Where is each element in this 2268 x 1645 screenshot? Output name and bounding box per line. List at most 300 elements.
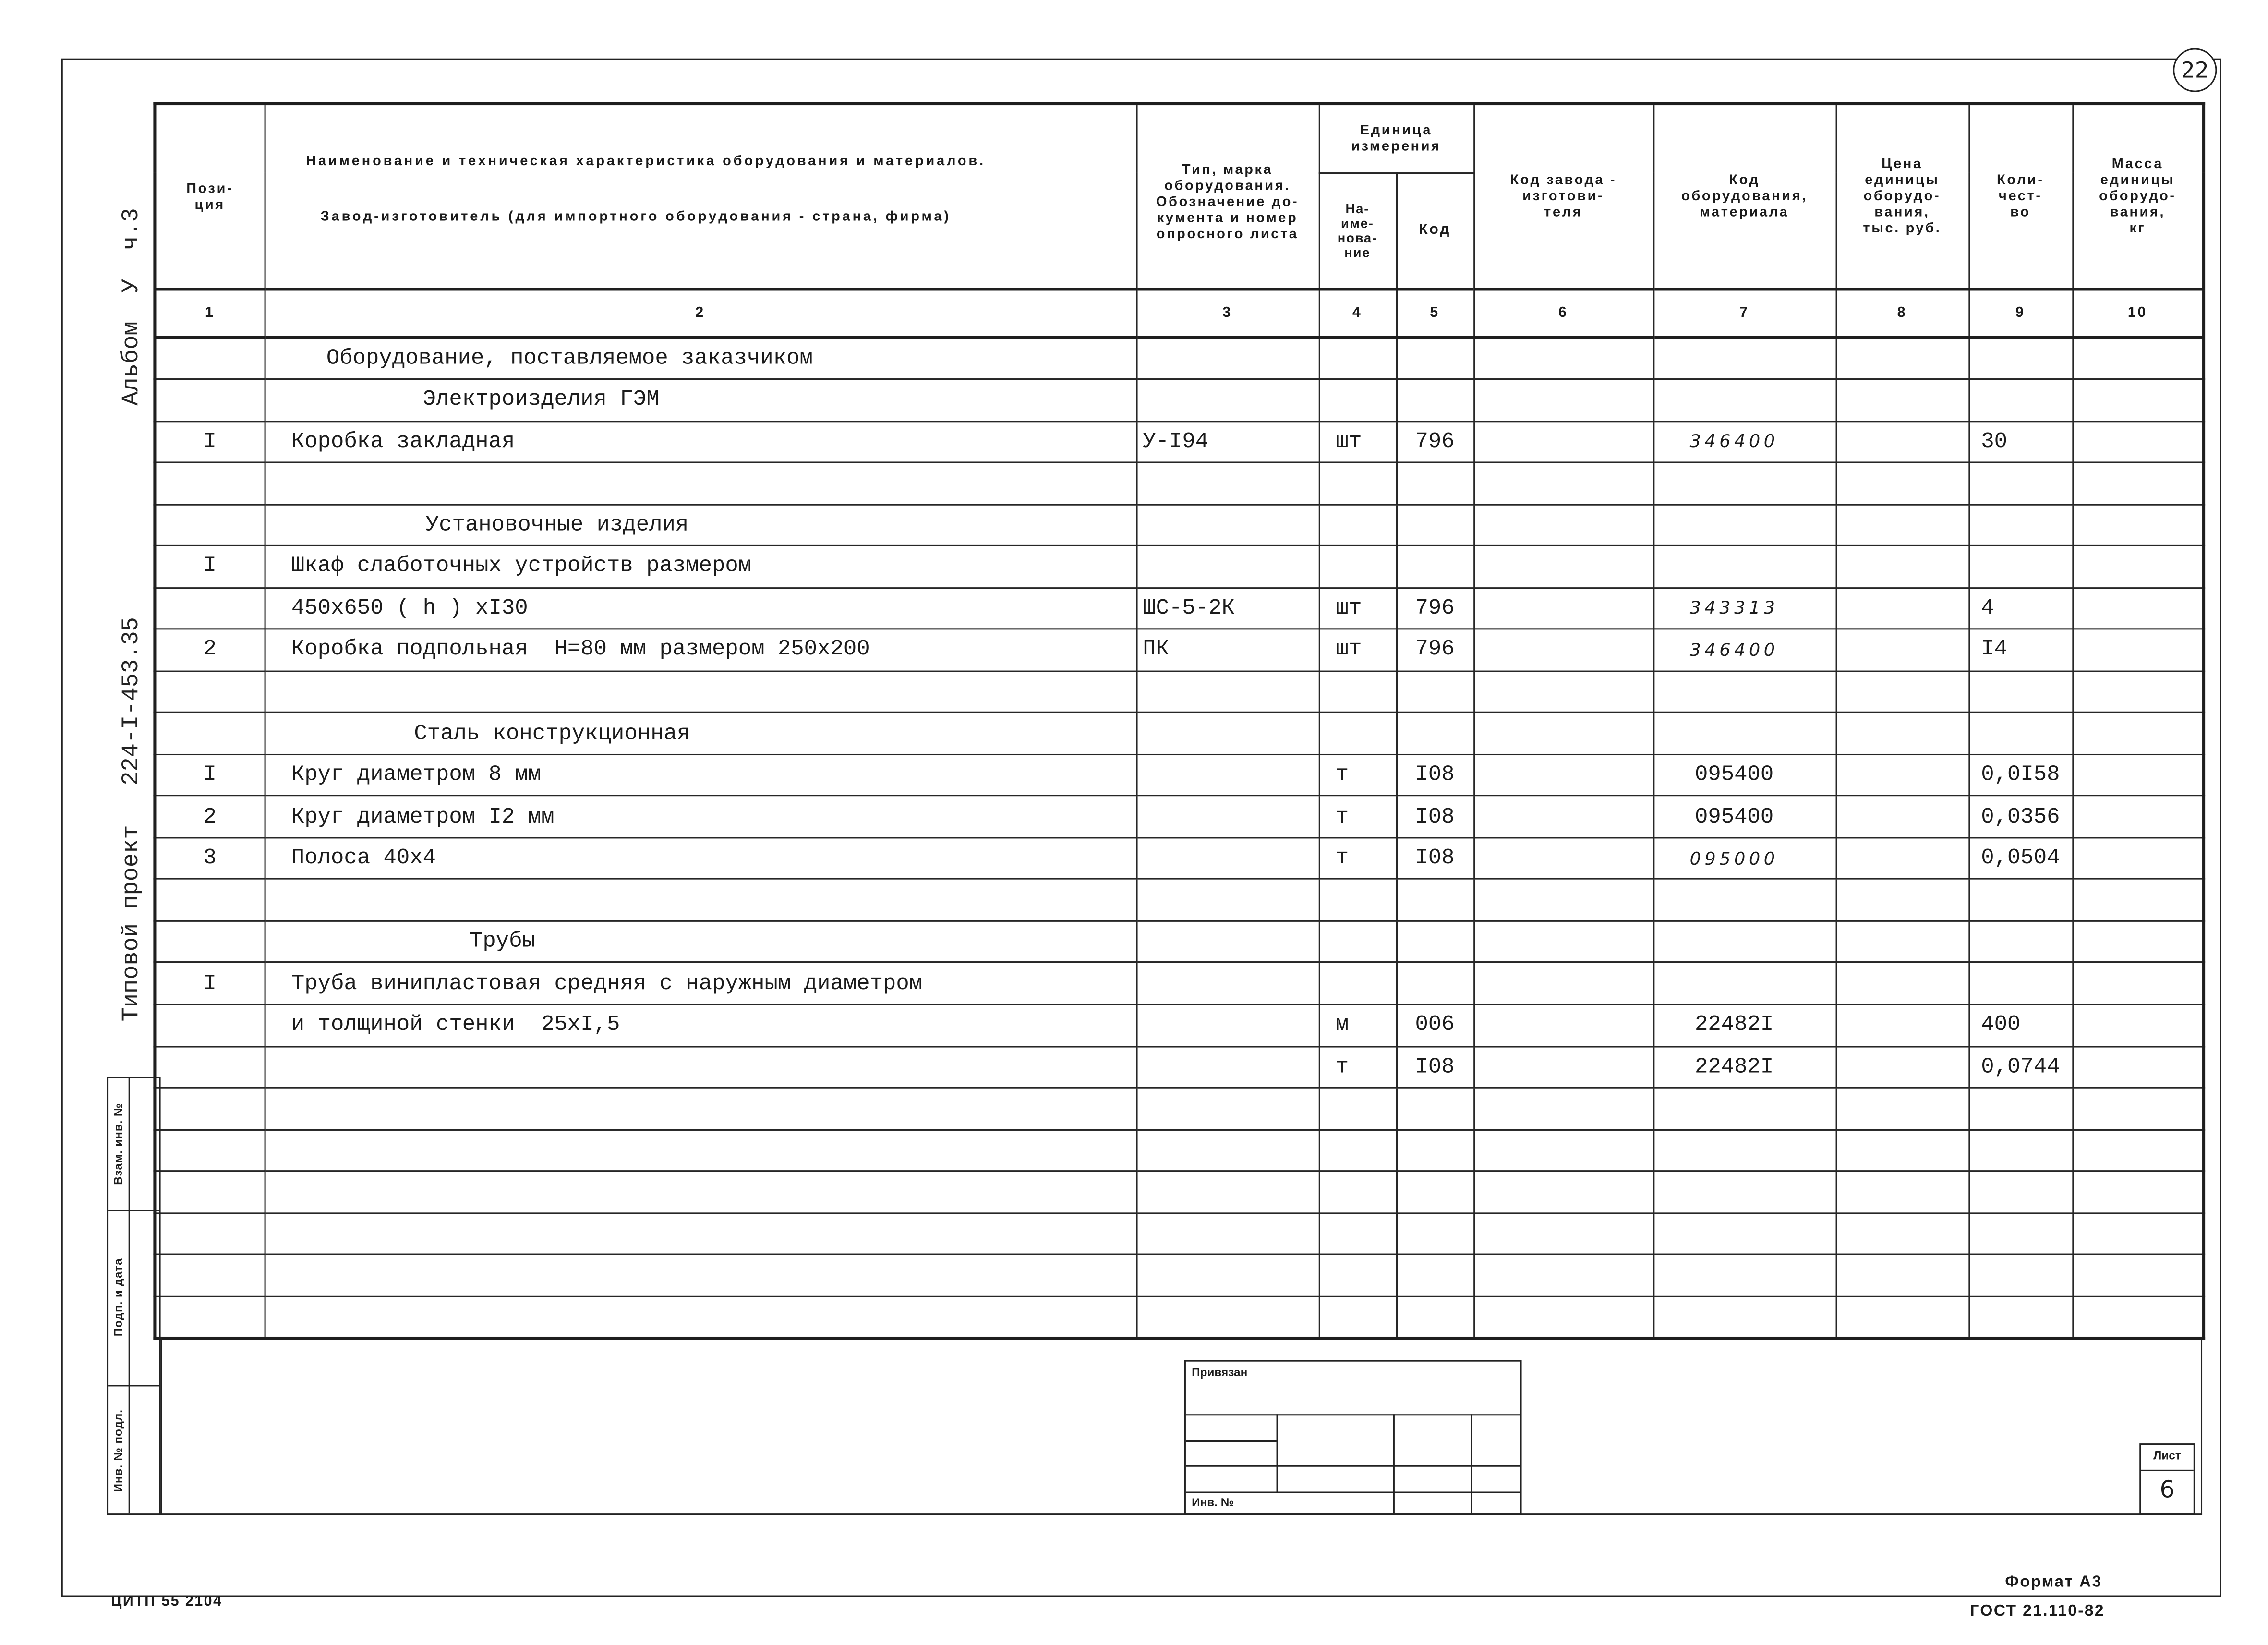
position-cell: [155, 1088, 264, 1129]
column-number: 1: [155, 289, 264, 337]
quantity-cell: [1968, 1088, 2072, 1129]
type-cell: ШС-5-2К: [1136, 588, 1319, 629]
factory-code-cell: [1473, 1296, 1653, 1338]
type-cell: [1136, 671, 1319, 713]
type-cell: [1136, 1296, 1319, 1338]
unit-name-cell: [1319, 963, 1396, 1004]
header-quantity: Коли- чест- во: [1968, 104, 2072, 289]
type-cell: [1136, 713, 1319, 754]
equipment-code-cell: [1653, 879, 1835, 921]
mass-cell: [2072, 1129, 2204, 1171]
column-number: 10: [2072, 289, 2204, 337]
column-number: 4: [1319, 289, 1396, 337]
type-cell: [1136, 1004, 1319, 1046]
type-cell: [1136, 338, 1319, 379]
unit-code-cell: [1396, 879, 1473, 921]
name-cell: [265, 1296, 1136, 1338]
unit-code-cell: [1396, 462, 1473, 504]
binding-divider: [1471, 1414, 1472, 1513]
factory-code-cell: [1473, 546, 1653, 588]
specification-table: [153, 102, 2205, 1339]
standard-label: ГОСТ 21.110-82: [1970, 1602, 2105, 1621]
position-cell: I: [155, 754, 264, 796]
header-factory-code: Код завода - изготови- теля: [1473, 104, 1653, 289]
equipment-code-cell: [1653, 963, 1835, 1004]
header-row: [155, 104, 2204, 172]
unit-code-cell: [1396, 1129, 1473, 1171]
binding-divider: [1186, 1491, 1520, 1493]
unit-code-cell: [1396, 1296, 1473, 1338]
table-row: [155, 421, 2204, 462]
unit-name-cell: [1319, 713, 1396, 754]
quantity-cell: [1968, 921, 2072, 963]
type-cell: [1136, 879, 1319, 921]
header-price: Цена единицы оборудо- вания, тыс. руб.: [1836, 104, 1969, 289]
factory-code-cell: [1473, 504, 1653, 546]
mass-cell: [2072, 671, 2204, 713]
unit-name-cell: [1319, 338, 1396, 379]
equipment-code-cell: [1653, 379, 1835, 421]
price-cell: [1836, 338, 1969, 379]
header-name-line: Наименование и техническая характеристика оборудования и материалов.: [306, 153, 986, 169]
quantity-cell: [1968, 713, 2072, 754]
table-header: [155, 104, 2204, 338]
factory-code-cell: [1473, 1171, 1653, 1213]
quantity-cell: [1968, 1213, 2072, 1255]
table-row: [155, 1088, 2204, 1129]
unit-code-cell: 006: [1396, 1004, 1473, 1046]
factory-code-cell: [1473, 1004, 1653, 1046]
name-cell: Полоса 40х4: [265, 838, 1136, 880]
table-row: [155, 838, 2204, 880]
unit-code-cell: I08: [1396, 838, 1473, 880]
mass-cell: [2072, 1046, 2204, 1088]
mass-cell: [2072, 713, 2204, 754]
table-row: [155, 1129, 2204, 1171]
name-cell: [265, 1171, 1136, 1213]
type-cell: [1136, 921, 1319, 963]
price-cell: [1836, 713, 1969, 754]
table-row: [155, 796, 2204, 838]
unit-code-cell: [1396, 671, 1473, 713]
type-cell: [1136, 1255, 1319, 1296]
quantity-cell: 0,0I58: [1968, 754, 2072, 796]
factory-code-cell: [1473, 1046, 1653, 1088]
unit-code-cell: 796: [1396, 629, 1473, 671]
type-cell: [1136, 796, 1319, 838]
table-row: [155, 504, 2204, 546]
position-cell: [155, 462, 264, 504]
table-row: [155, 921, 2204, 963]
name-cell: Электроизделия ГЭМ: [265, 379, 1136, 421]
position-cell: [155, 338, 264, 379]
unit-code-cell: [1396, 504, 1473, 546]
name-cell: [265, 879, 1136, 921]
mass-cell: [2072, 1213, 2204, 1255]
type-cell: [1136, 1213, 1319, 1255]
lower-frame: [161, 1337, 2202, 1515]
price-cell: [1836, 379, 1969, 421]
factory-code-cell: [1473, 629, 1653, 671]
equipment-code-cell: [1653, 671, 1835, 713]
table-row: [155, 1171, 2204, 1213]
column-number: 3: [1136, 289, 1319, 337]
unit-name-cell: [1319, 1088, 1396, 1129]
mass-cell: [2072, 838, 2204, 880]
table-row: [155, 338, 2204, 379]
factory-code-cell: [1473, 921, 1653, 963]
quantity-cell: [1968, 379, 2072, 421]
position-cell: 3: [155, 838, 264, 880]
factory-code-cell: [1473, 754, 1653, 796]
page-circle-number: 22: [2173, 48, 2217, 92]
position-cell: [155, 1129, 264, 1171]
sheet-divider: [2141, 1470, 2194, 1471]
type-cell: [1136, 1088, 1319, 1129]
quantity-cell: [1968, 1255, 2072, 1296]
factory-code-cell: [1473, 671, 1653, 713]
column-number: 6: [1473, 289, 1653, 337]
unit-name-cell: [1319, 546, 1396, 588]
position-cell: [155, 879, 264, 921]
format-label: Формат А3: [2005, 1573, 2102, 1591]
factory-code-cell: [1473, 1088, 1653, 1129]
equipment-code-cell: 346400: [1653, 421, 1835, 462]
name-cell: [265, 1255, 1136, 1296]
table-row: [155, 754, 2204, 796]
type-cell: [1136, 379, 1319, 421]
name-cell: [265, 1129, 1136, 1171]
price-cell: [1836, 1296, 1969, 1338]
header-name: [265, 104, 1136, 289]
type-cell: [1136, 754, 1319, 796]
column-number: 8: [1836, 289, 1969, 337]
price-cell: [1836, 1129, 1969, 1171]
position-cell: [155, 1171, 264, 1213]
position-cell: 2: [155, 629, 264, 671]
price-cell: [1836, 838, 1969, 880]
position-cell: 2: [155, 796, 264, 838]
table-row: [155, 671, 2204, 713]
unit-code-cell: [1396, 921, 1473, 963]
mass-cell: [2072, 796, 2204, 838]
binding-divider: [1277, 1414, 1278, 1491]
factory-code-cell: [1473, 796, 1653, 838]
name-cell: Установочные изделия: [265, 504, 1136, 546]
factory-code-cell: [1473, 963, 1653, 1004]
unit-code-cell: I08: [1396, 796, 1473, 838]
quantity-cell: [1968, 1171, 2072, 1213]
quantity-cell: [1968, 879, 2072, 921]
binding-title: Привязан: [1192, 1366, 1248, 1379]
mass-cell: [2072, 421, 2204, 462]
signature-date-label: Подп. и дата: [111, 1258, 125, 1337]
header-unit: Единица измерения: [1319, 104, 1473, 172]
price-cell: [1836, 588, 1969, 629]
unit-code-cell: [1396, 1088, 1473, 1129]
position-cell: I: [155, 421, 264, 462]
name-cell: [265, 671, 1136, 713]
position-cell: [155, 379, 264, 421]
factory-code-cell: [1473, 588, 1653, 629]
table-row: [155, 1046, 2204, 1088]
unit-name-cell: [1319, 1171, 1396, 1213]
binding-box: [1184, 1360, 1522, 1515]
type-cell: [1136, 1046, 1319, 1088]
factory-code-cell: [1473, 713, 1653, 754]
project-type: Типовой проект: [118, 825, 145, 1022]
factory-code-cell: [1473, 338, 1653, 379]
table-row: [155, 713, 2204, 754]
unit-code-cell: [1396, 963, 1473, 1004]
unit-code-cell: I08: [1396, 1046, 1473, 1088]
quantity-cell: [1968, 963, 2072, 1004]
name-cell: Сталь конструкционная: [265, 713, 1136, 754]
unit-name-cell: [1319, 921, 1396, 963]
equipment-code-cell: [1653, 921, 1835, 963]
mass-cell: [2072, 1255, 2204, 1296]
equipment-code-cell: [1653, 1255, 1835, 1296]
stamp-divider: [108, 1385, 159, 1386]
table-row: [155, 379, 2204, 421]
price-cell: [1836, 796, 1969, 838]
unit-code-cell: [1396, 1255, 1473, 1296]
type-cell: [1136, 963, 1319, 1004]
unit-name-cell: [1319, 1213, 1396, 1255]
name-cell: Трубы: [265, 921, 1136, 963]
position-cell: [155, 588, 264, 629]
equipment-code-cell: 095400: [1653, 796, 1835, 838]
quantity-cell: 4: [1968, 588, 2072, 629]
name-cell: [265, 462, 1136, 504]
equipment-code-cell: 346400: [1653, 629, 1835, 671]
table-row: [155, 963, 2204, 1004]
name-cell: 450х650 ( h ) хI30: [265, 588, 1136, 629]
unit-name-cell: т: [1319, 1046, 1396, 1088]
name-cell: Оборудование, поставляемое заказчиком: [265, 338, 1136, 379]
unit-name-cell: т: [1319, 796, 1396, 838]
equipment-code-cell: [1653, 1129, 1835, 1171]
equipment-code-cell: [1653, 504, 1835, 546]
equipment-code-cell: [1653, 462, 1835, 504]
name-cell: [265, 1213, 1136, 1255]
binding-divider: [1186, 1465, 1520, 1467]
mass-cell: [2072, 1004, 2204, 1046]
table-body: [155, 338, 2204, 1338]
price-cell: [1836, 1255, 1969, 1296]
quantity-cell: [1968, 338, 2072, 379]
price-cell: [1836, 1213, 1969, 1255]
unit-code-cell: [1396, 338, 1473, 379]
mass-cell: [2072, 462, 2204, 504]
type-cell: [1136, 546, 1319, 588]
price-cell: [1836, 421, 1969, 462]
header-position: Пози- ция: [155, 104, 264, 289]
type-cell: [1136, 838, 1319, 880]
price-cell: [1836, 963, 1969, 1004]
equipment-code-cell: [1653, 546, 1835, 588]
position-cell: [155, 504, 264, 546]
factory-code-cell: [1473, 1213, 1653, 1255]
unit-name-cell: шт: [1319, 629, 1396, 671]
unit-name-cell: шт: [1319, 588, 1396, 629]
position-cell: [155, 713, 264, 754]
table-row: [155, 462, 2204, 504]
price-cell: [1836, 1088, 1969, 1129]
quantity-cell: [1968, 462, 2072, 504]
header-mass: Масса единицы оборудо- вания, кг: [2072, 104, 2204, 289]
quantity-cell: I4: [1968, 629, 2072, 671]
equipment-code-cell: 22482I: [1653, 1046, 1835, 1088]
unit-name-cell: м: [1319, 1004, 1396, 1046]
mass-cell: [2072, 546, 2204, 588]
factory-code-cell: [1473, 1129, 1653, 1171]
album-title: Альбом У ч.3: [118, 208, 145, 406]
equipment-code-cell: [1653, 1296, 1835, 1338]
header-unit-name: На- име- нова- ние: [1319, 172, 1396, 289]
unit-name-cell: т: [1319, 838, 1396, 880]
table-row: [155, 1004, 2204, 1046]
unit-code-cell: [1396, 379, 1473, 421]
equipment-code-cell: [1653, 1088, 1835, 1129]
type-cell: [1136, 504, 1319, 546]
column-number: 5: [1396, 289, 1473, 337]
name-cell: Коробка закладная: [265, 421, 1136, 462]
quantity-cell: [1968, 1296, 2072, 1338]
factory-code-cell: [1473, 1255, 1653, 1296]
position-cell: I: [155, 963, 264, 1004]
equipment-code-cell: 095000: [1653, 838, 1835, 880]
equipment-code-cell: [1653, 1171, 1835, 1213]
mass-cell: [2072, 379, 2204, 421]
mass-cell: [2072, 1296, 2204, 1338]
price-cell: [1836, 1046, 1969, 1088]
mass-cell: [2072, 879, 2204, 921]
unit-name-cell: [1319, 1129, 1396, 1171]
price-cell: [1836, 546, 1969, 588]
quantity-cell: [1968, 546, 2072, 588]
equipment-code-cell: [1653, 1213, 1835, 1255]
position-cell: [155, 1296, 264, 1338]
sheet-number: 6: [2159, 1476, 2175, 1503]
table-row: [155, 1213, 2204, 1255]
mass-cell: [2072, 1171, 2204, 1213]
unit-code-cell: [1396, 1171, 1473, 1213]
side-stamp: [107, 1077, 161, 1515]
equipment-code-cell: [1653, 713, 1835, 754]
position-cell: [155, 1046, 264, 1088]
unit-name-cell: [1319, 879, 1396, 921]
equipment-code-cell: [1653, 338, 1835, 379]
position-cell: I: [155, 546, 264, 588]
table-row: [155, 1296, 2204, 1338]
name-cell: Коробка подпольная Н=80 мм размером 250х200: [265, 629, 1136, 671]
price-cell: [1836, 921, 1969, 963]
mass-cell: [2072, 338, 2204, 379]
name-cell: Круг диаметром 8 мм: [265, 754, 1136, 796]
quantity-cell: [1968, 1129, 2072, 1171]
position-cell: [155, 921, 264, 963]
binding-divider: [1186, 1414, 1520, 1415]
factory-code-cell: [1473, 421, 1653, 462]
header-unit-code: Код: [1396, 172, 1473, 289]
unit-code-cell: [1396, 713, 1473, 754]
name-cell: [265, 1088, 1136, 1129]
print-code: ЦИТП 55 2104: [111, 1594, 223, 1610]
equipment-code-cell: 095400: [1653, 754, 1835, 796]
name-cell: Шкаф слаботочных устройств размером: [265, 546, 1136, 588]
mass-cell: [2072, 1088, 2204, 1129]
table-row: [155, 588, 2204, 629]
equipment-code-cell: 22482I: [1653, 1004, 1835, 1046]
unit-name-cell: [1319, 671, 1396, 713]
quantity-cell: 0,0744: [1968, 1046, 2072, 1088]
column-number: 2: [265, 289, 1136, 337]
name-cell: и толщиной стенки 25хI,5: [265, 1004, 1136, 1046]
mass-cell: [2072, 629, 2204, 671]
name-cell: Круг диаметром I2 мм: [265, 796, 1136, 838]
type-cell: ПК: [1136, 629, 1319, 671]
position-cell: [155, 1255, 264, 1296]
table-row: [155, 1255, 2204, 1296]
column-number: 7: [1653, 289, 1835, 337]
project-code: 224-I-453.35: [118, 617, 145, 786]
unit-code-cell: [1396, 1213, 1473, 1255]
price-cell: [1836, 629, 1969, 671]
price-cell: [1836, 754, 1969, 796]
binding-divider: [1186, 1440, 1277, 1442]
binding-inv-label: Инв. №: [1192, 1496, 1234, 1510]
stamp-divider: [129, 1078, 130, 1513]
mass-cell: [2072, 588, 2204, 629]
type-cell: [1136, 462, 1319, 504]
header-equipment-code: Код оборудования, материала: [1653, 104, 1835, 289]
type-cell: [1136, 1129, 1319, 1171]
position-cell: [155, 1004, 264, 1046]
type-cell: У-I94: [1136, 421, 1319, 462]
unit-name-cell: [1319, 1296, 1396, 1338]
quantity-cell: 0,0504: [1968, 838, 2072, 880]
mass-cell: [2072, 504, 2204, 546]
mass-cell: [2072, 963, 2204, 1004]
binding-divider: [1393, 1414, 1395, 1513]
table-row: [155, 629, 2204, 671]
name-cell: Труба винипластовая средняя с наружным диаметром: [265, 963, 1136, 1004]
sheet-number-box: [2139, 1443, 2195, 1515]
factory-code-cell: [1473, 879, 1653, 921]
column-number-row: [155, 289, 2204, 337]
unit-name-cell: [1319, 1255, 1396, 1296]
quantity-cell: [1968, 504, 2072, 546]
table-row: [155, 879, 2204, 921]
sheet-label: Лист: [2153, 1449, 2181, 1463]
unit-name-cell: [1319, 379, 1396, 421]
equipment-code-cell: 343313: [1653, 588, 1835, 629]
unit-code-cell: [1396, 546, 1473, 588]
price-cell: [1836, 1004, 1969, 1046]
unit-name-cell: т: [1319, 754, 1396, 796]
mass-cell: [2072, 754, 2204, 796]
quantity-cell: 400: [1968, 1004, 2072, 1046]
price-cell: [1836, 1171, 1969, 1213]
original-inv-label: Инв. № подл.: [111, 1409, 125, 1492]
position-cell: [155, 1213, 264, 1255]
position-cell: [155, 671, 264, 713]
table-row: [155, 546, 2204, 588]
type-cell: [1136, 1171, 1319, 1213]
quantity-cell: 0,0356: [1968, 796, 2072, 838]
unit-name-cell: [1319, 504, 1396, 546]
